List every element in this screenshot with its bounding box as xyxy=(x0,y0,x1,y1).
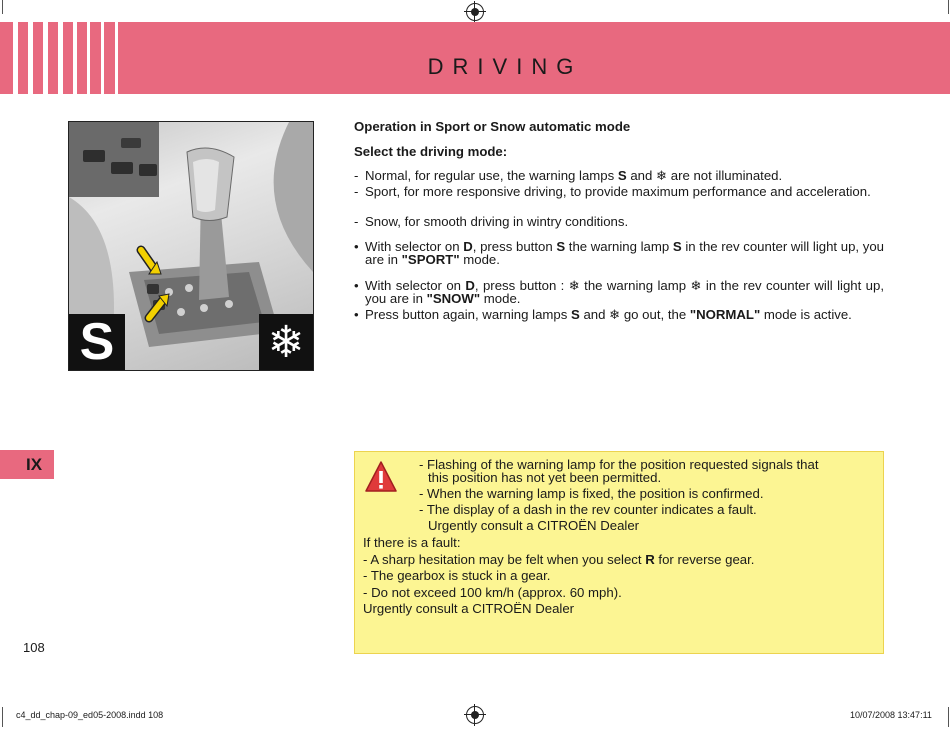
registration-mark-icon xyxy=(466,706,484,724)
registration-mark-icon xyxy=(466,3,484,21)
warning-line: this position has not yet been permitted. xyxy=(428,470,662,485)
warning-line: - The gearbox is stuck in a gear. xyxy=(363,568,551,583)
snowflake-icon: ❄ xyxy=(568,278,580,293)
gear-selector-photo xyxy=(68,121,314,371)
sport-mode-s-label: S xyxy=(79,313,115,371)
crop-mark xyxy=(2,707,3,727)
warning-line: If there is a fault: xyxy=(363,535,461,550)
list-item: - Normal, for regular use, the warning lamps S and ❄ are not illuminated. xyxy=(354,168,783,183)
warning-line: - Flashing of the warning lamp for the position requested signals that xyxy=(419,457,819,472)
warning-triangle-icon xyxy=(364,460,398,494)
bullet-item: • Press button again, warning lamps S and ❄ go out, the "NORMAL" mode is active. xyxy=(354,307,852,322)
bullet-item: • With selector on D, press button : ❄ the warning lamp ❄ in the rev counter will light up, you are in "SNOW" mode. xyxy=(354,278,884,306)
chapter-title: DRIVING xyxy=(427,54,583,79)
list-item: - Sport, for more responsive driving, to provide maximum performance and acceleration. xyxy=(354,184,871,199)
crop-mark xyxy=(948,707,949,727)
snowflake-icon: ❄ xyxy=(656,168,668,183)
warning-line: Urgently consult a CITROËN Dealer xyxy=(428,518,640,533)
bullet-item: • With selector on D, press button S the warning lamp S in the rev counter will light up, you are in "SPORT" mode. xyxy=(354,239,885,267)
subheading: Select the driving mode: xyxy=(354,144,508,159)
chapter-tab xyxy=(0,450,54,479)
warning-box xyxy=(354,451,884,654)
snowflake-icon: ❄ xyxy=(690,278,702,293)
warning-line: - The display of a dash in the rev counter indicates a fault. xyxy=(419,502,757,517)
warning-line: - A sharp hesitation may be felt when you select R for reverse gear. xyxy=(363,552,755,567)
chapter-header xyxy=(0,22,950,94)
page-number: 108 xyxy=(23,640,45,655)
warning-line: - When the warning lamp is fixed, the position is confirmed. xyxy=(419,486,764,501)
list-item: - Snow, for smooth driving in wintry conditions. xyxy=(354,214,629,229)
warning-line: Urgently consult a CITROËN Dealer xyxy=(363,601,575,616)
snowflake-icon: ❄ xyxy=(267,317,305,367)
chapter-tab-label: IX xyxy=(26,455,43,474)
footer-filename: c4_dd_chap-09_ed05-2008.indd 108 xyxy=(16,710,164,720)
warning-line: - Do not exceed 100 km/h (approx. 60 mph). xyxy=(363,585,622,600)
crop-mark xyxy=(2,0,3,14)
snowflake-icon: ❄ xyxy=(609,307,621,322)
footer-timestamp: 10/07/2008 13:47:11 xyxy=(850,710,932,720)
section-heading: Operation in Sport or Snow automatic mode xyxy=(354,119,631,134)
crop-mark xyxy=(948,0,949,14)
